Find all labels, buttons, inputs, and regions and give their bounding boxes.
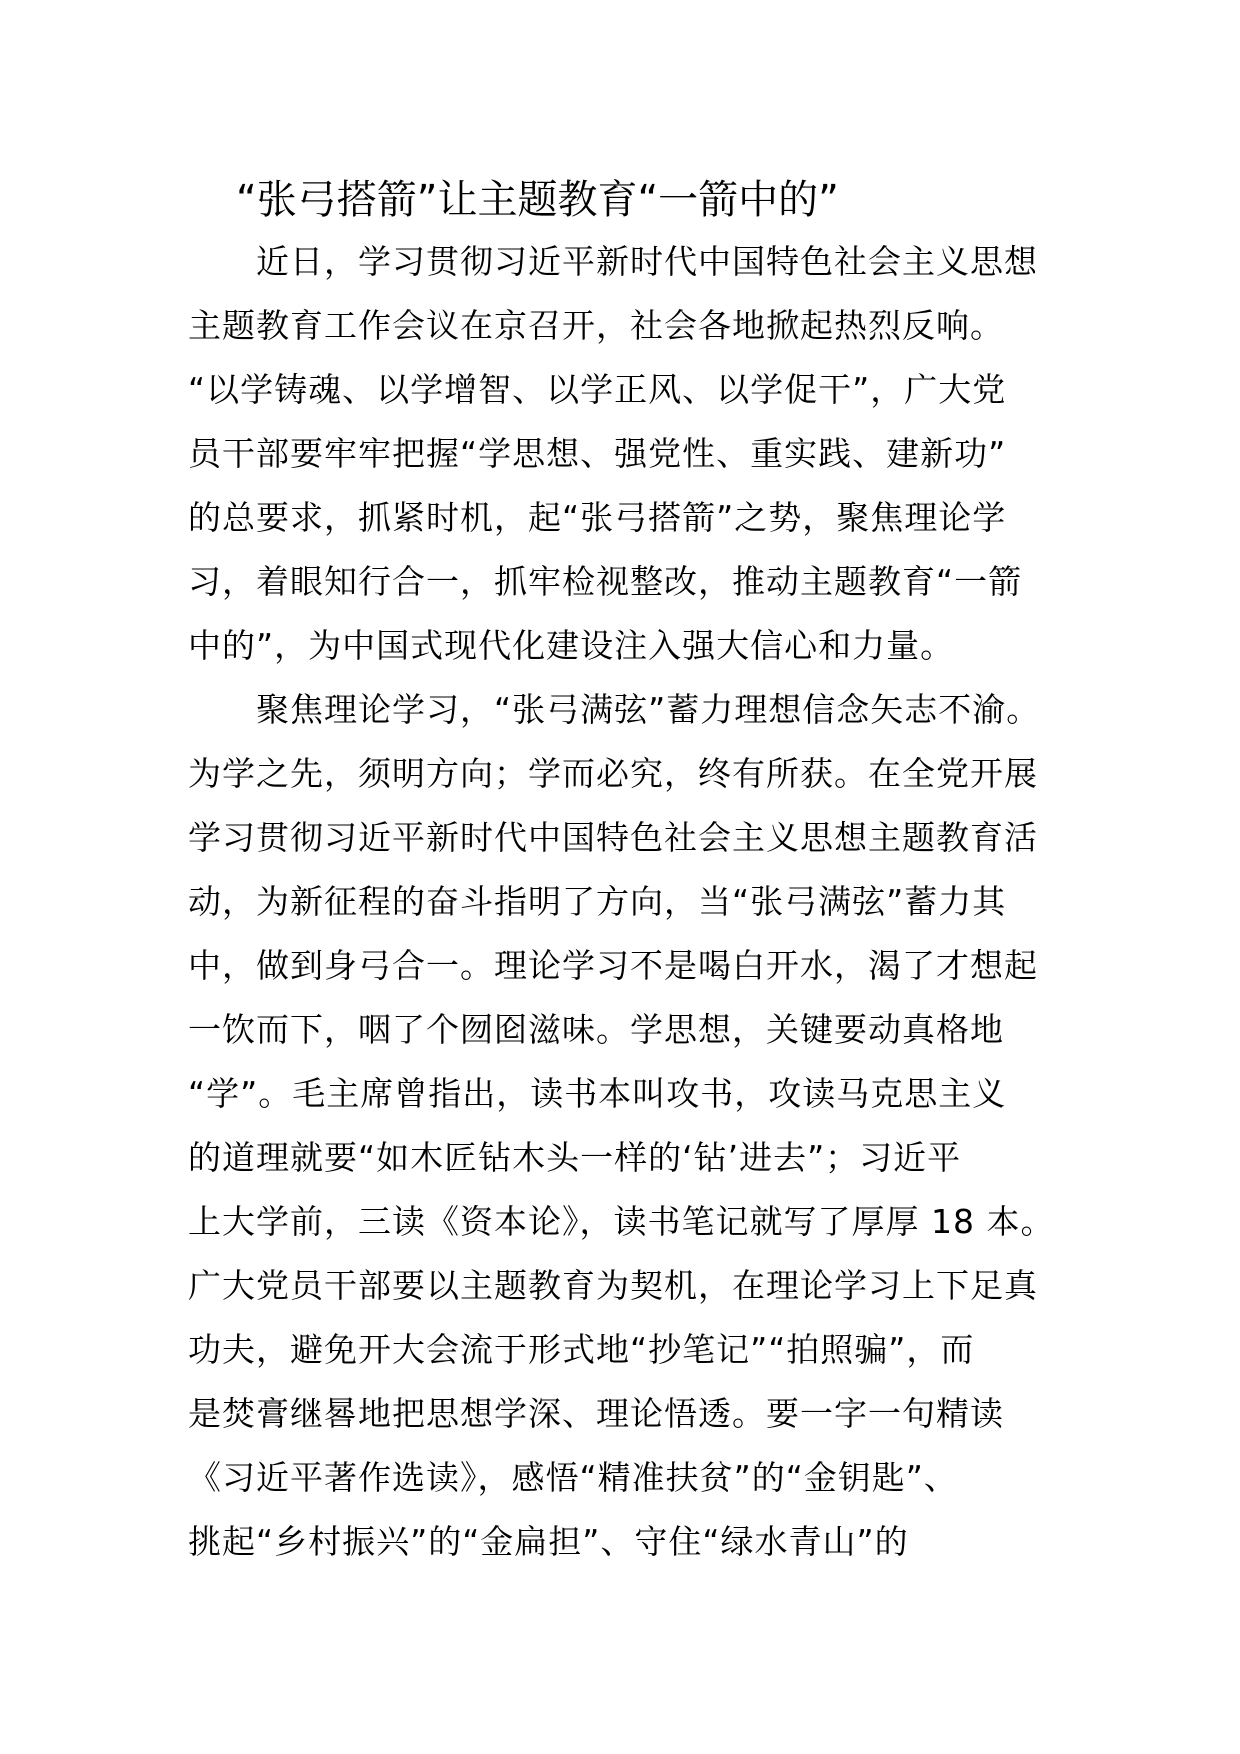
- paragraph-line: 为学之先，须明方向；学而必究，终有所获。在全党开展: [188, 754, 1038, 793]
- paragraph-line: 中，做到身弓合一。理论学习不是喝白开水，渴了才想起: [188, 946, 1038, 985]
- paragraph-line: 是焚膏继晷地把思想学深、理论悟透。要一字一句精读: [188, 1394, 1004, 1433]
- paragraph-line: 的道理就要“如木匠钻木头一样的‘钻’进去”；习近平: [188, 1138, 962, 1177]
- paragraph-line: 广大党员干部要以主题教育为契机，在理论学习上下足真: [188, 1266, 1038, 1305]
- paragraph-line: 上大学前，三读《资本论》，读书笔记就写了厚厚 18 本。: [188, 1202, 1055, 1241]
- paragraph-line: 近日，学习贯彻习近平新时代中国特色社会主义思想: [256, 242, 1038, 281]
- paragraph-line: 员干部要牢牢把握“学思想、强党性、重实践、建新功”: [188, 434, 1007, 473]
- paragraph-line: 功夫，避免开大会流于形式地“抄笔记”“拍照骗”，而: [188, 1330, 975, 1369]
- paragraph-line: “学”。毛主席曾指出，读书本叫攻书，攻读马克思主义: [188, 1074, 1007, 1113]
- paragraph-line: 《习近平著作选读》，感悟“精准扶贫”的“金钥匙”、: [188, 1458, 958, 1497]
- document-title: “张弓搭箭”让主题教育“一箭中的”: [236, 177, 839, 223]
- paragraph-line: 的总要求，抓紧时机，起“张弓搭箭”之势，聚焦理论学: [188, 498, 1007, 537]
- paragraph-line: 主题教育工作会议在京召开，社会各地掀起热烈反响。: [188, 306, 1004, 345]
- paragraph-line: 一饮而下，咽了个囫囵滋味。学思想，关键要动真格地: [188, 1010, 1004, 1049]
- paragraph-line: 挑起“乡村振兴”的“金扁担”、守住“绿水青山”的: [188, 1522, 909, 1561]
- paragraph-line: 中的”，为中国式现代化建设注入强大信心和力量。: [188, 626, 955, 665]
- paragraph-line: 学习贯彻习近平新时代中国特色社会主义思想主题教育活: [188, 818, 1038, 857]
- paragraph-line: 习，着眼知行合一，抓牢检视整改，推动主题教育“一箭: [188, 562, 1023, 601]
- paragraph-line: 动，为新征程的奋斗指明了方向，当“张弓满弦”蓄力其: [188, 882, 1007, 921]
- paragraph-line: “以学铸魂、以学增智、以学正风、以学促干”，广大党: [188, 370, 1007, 409]
- paragraph-line: 聚焦理论学习，“张弓满弦”蓄力理想信念矢志不渝。: [256, 690, 1041, 729]
